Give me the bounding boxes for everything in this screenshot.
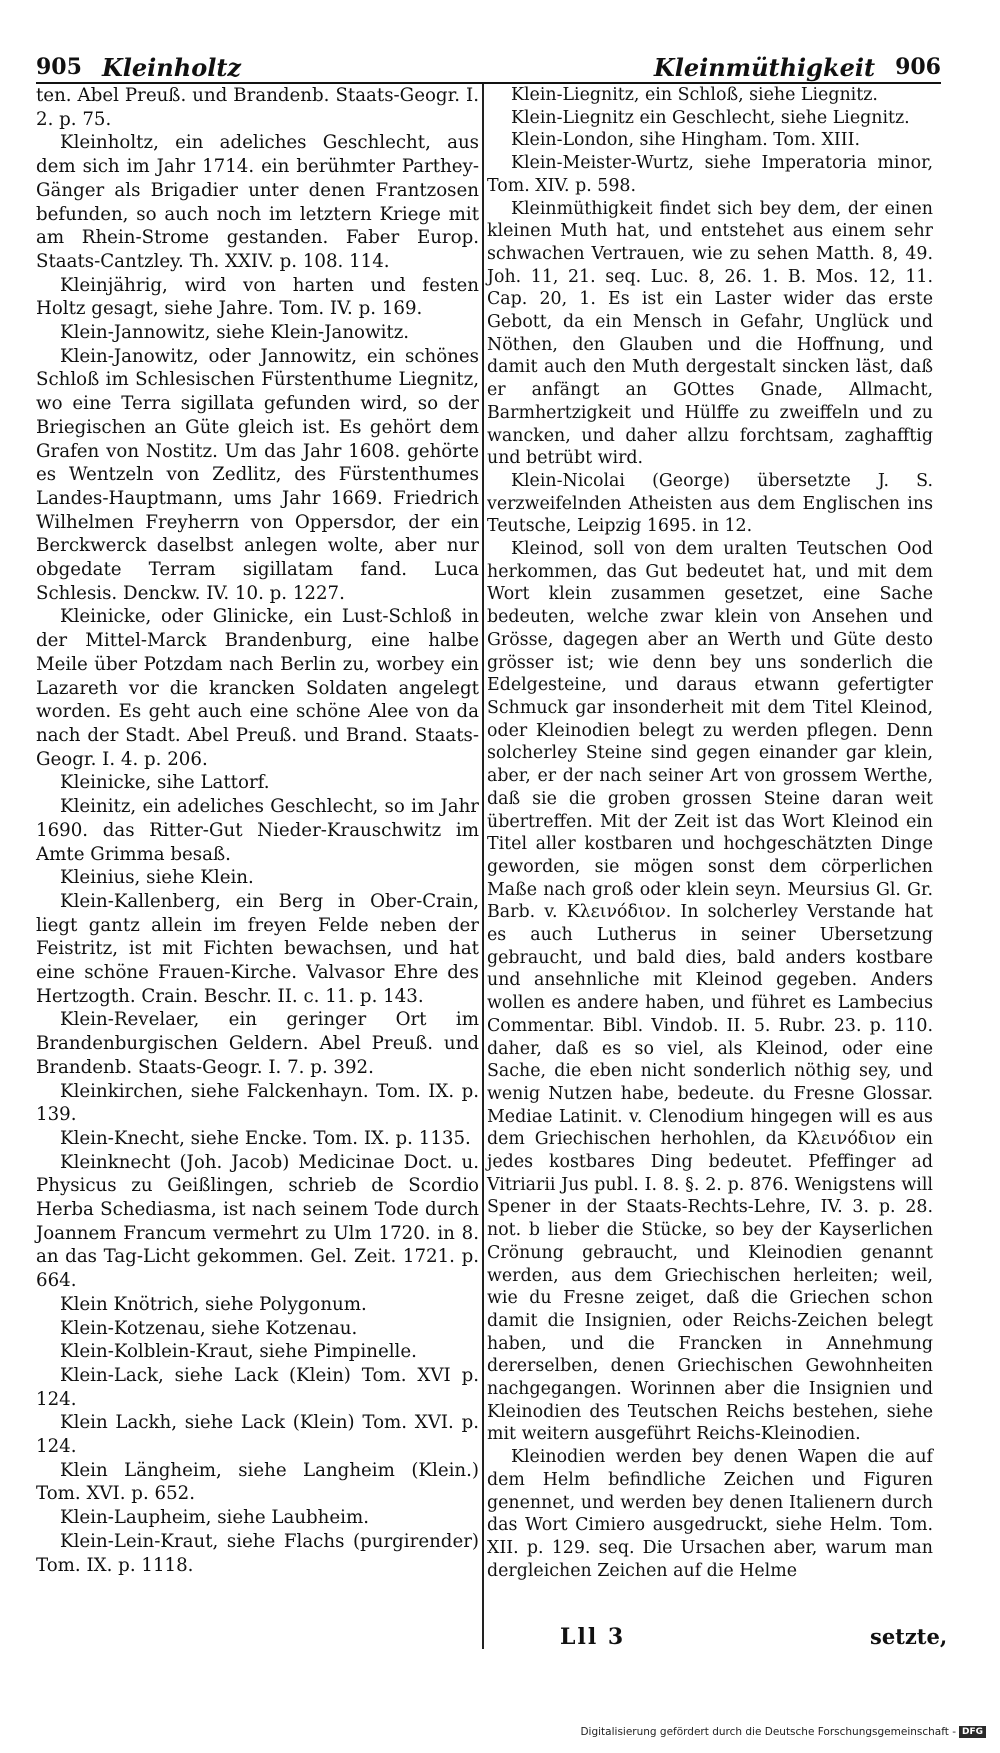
dictionary-entry: Klein-Nicolai (George) übersetzte J. S. verzweifelnden Atheisten aus dem Englischen ins Teutsche, Leipzig 1695. in 12.: [487, 470, 933, 537]
dictionary-entry: Klein-Liegnitz, ein Schloß, siehe Liegnitz.: [511, 85, 878, 105]
dictionary-entry: Kleinkirchen, siehe Falckenhayn. Tom. IX. p. 139.: [36, 1080, 479, 1126]
dfg-logo: DFG: [959, 1726, 986, 1738]
dictionary-entry: Kleinholtz, ein adeliches Geschlecht, aus dem sich im Jahr 1714. ein berühmter Parthey-Gänger als Brigadier unter denen Frantzosen befunden, so auch noch im letztern Kriege mit am Rhein-Strome gestanden. Faber Europ. Staats-Cantzley. Th. XXIV. p. 108. 114.: [36, 132, 479, 272]
dictionary-entry: Klein-Meister-Wurtz, siehe Imperatoria minor, Tom. XIV. p. 598.: [487, 153, 933, 196]
dictionary-entry: Klein-Lein-Kraut, siehe Flachs (purgirender) Tom. IX. p. 1118.: [36, 1530, 479, 1576]
running-header: [36, 52, 941, 84]
dictionary-entry: Klein Knötrich, siehe Polygonum.: [60, 1293, 367, 1315]
dictionary-entry: Klein-London, sihe Hingham. Tom. XIII.: [511, 130, 861, 151]
dictionary-entry: Klein-Jannowitz, siehe Klein-Janowitz.: [60, 322, 410, 344]
page-number-right: 906: [895, 54, 941, 80]
dictionary-entry: Klein-Revelaer, ein geringer Ort im Brandenburgischen Geldern. Abel Preuß. und Brandenb. Staats-Geogr. I. 7. p. 392.: [36, 1009, 479, 1078]
dictionary-entry: Kleinod, soll von dem uralten Teutschen Ood herkommen, das Gut bedeutet hat, und mit dem Wort klein zusammen gesetzet, eine Sache bedeuten, welche zwar klein von Ansehen und Grösse, dagegen aber an Werth und Güte desto grösser ist; wie denn bey uns sonderlich die Edelgesteine, und daraus etwann gefertigter Schmuck gar insonderheit mit dem Titel Kleinod, oder Kleinodien belegt zu werden pflegen. Denn solcherley Steine sind gegen einander gar klein, aber, er der nach seiner Art von grossem Werthe, daß sie die groben grossen Steine daran weit übertreffen. Mit der Zeit ist das Wort Kleinod ein Titel aller kostbaren und hochgeschätzten Dinge geworden, sie mögen sonst dem cörperlichen Maße nach groß oder klein seyn. Meursius Gl. Gr. Barb. v. Κλεινόδιον. In solcherley Verstande hat es auch Lutherus in seiner Ubersetzung gebraucht, und bald dies, bald anders kostbare und ansehnliche mit Kleinod gegeben. Anders wollen es andere haben, und führet es Lambecius Commentar. Bibl. Vindob. II. 5. Rubr. 23. p. 110. daher, daß es so viel, als Kleinod, oder eine Sache, die eben nicht sonderlich nöthig sey, und wenig Nutzen habe, bedeute. du Fresne Glossar. Mediae Latinit. v. Clenodium hingegen will es aus dem Griechischen herhohlen, da Κλεινόδιον ein jedes kostbares Ding bedeutet. Pfeffinger ad Vitriarii Jus publ. I. 8. §. 2. p. 876. Wenigstens will Spener in der Staats-Rechts-Lehre, IV. 3. p. 28. not. b lieber die Stücke, so bey der Kayserlichen Crönung gebraucht, und Kleinodien genannt werden, aus dem Griechischen herleiten; weil, wie du Fresne zeiget, daß die Griechen schon damit die Insignien, oder Reichs-Zeichen belegt haben, und die Francken in Annehmung dererselben, denen Griechischen Gewohnheiten nachgegangen. Worinnen aber die Insignien und Kleinodien des Teutschen Reichs bestehen, siehe mit weitern ausgeführt Reichs-Kleinodien.: [487, 539, 933, 1445]
dictionary-entry: Klein Lackh, siehe Lack (Klein) Tom. XVI. p. 124.: [36, 1412, 479, 1458]
header-keyword-left: Kleinholtz: [101, 52, 242, 82]
dictionary-entry: Kleinodien werden bey denen Wapen die auf dem Helm befindliche Zeichen und Figuren genennet, und werden bey denen Italienern durch das Wort Cimiero ausgedruckt, siehe Helm. Tom. XII. p. 129. seq. Die Ursachen aber, warum man dergleichen Zeichen auf die Helme: [487, 1447, 933, 1581]
dictionary-entry: Klein Längheim, siehe Langheim (Klein.) Tom. XVI. p. 652.: [36, 1459, 479, 1505]
dictionary-entry: Kleinjährig, wird von harten und festen Holtz gesagt, siehe Jahre. Tom. IV. p. 169.: [36, 274, 479, 320]
dictionary-entry: Klein-Janowitz, oder Jannowitz, ein schönes Schloß im Schlesischen Fürstenthume Liegnitz, wo eine Terra sigillata gefunden wird, so der Briegischen an Güte gleich ist. Es gehört dem Grafen von Nostitz. Um das Jahr 1608. gehörte es Wentzeln von Zedlitz, des Fürstenthumes Landes-Hauptmann, ums Jahr 1669. Friedrich Wilhelmen Freyherrn von Oppersdor, der ein Berckwerck daselbst anlegen wolte, aber nur obgedate Terram sigillatam fand. Luca Schlesis. Denckw. IV. 10. p. 1227.: [36, 345, 479, 604]
column-divider: [482, 84, 484, 1649]
left-column: [36, 84, 479, 1577]
signature-mark: Lll 3: [560, 1624, 626, 1650]
dictionary-entry: Klein-Kolblein-Kraut, siehe Pimpinelle.: [60, 1341, 417, 1363]
dictionary-entry: Kleinicke, oder Glinicke, ein Lust-Schloß in der Mittel-Marck Brandenburg, eine halbe Meile über Potzdam nach Berlin zu, worbey ein Lazareth vor die krancken Soldaten angelegt worden. Es geht auch eine schöne Alee von da nach der Stadt. Abel Preuß. und Brand. Staats-Geogr. I. 4. p. 206.: [36, 606, 479, 770]
right-column: [487, 84, 933, 1582]
dictionary-entry: Kleinmüthigkeit findet sich bey dem, der einen kleinen Muth hat, und entstehet aus einem sehr schwachen Vertrauen, wie zu sehen Matth. 8, 49. Joh. 11, 21. seq. Luc. 8, 26. 1. B. Mos. 12, 11. Cap. 20, 1. Es ist ein Laster wider das erste Gebott, da ein Mensch in Gefahr, Unglück und Nöthen, den Glauben und die Hoffnung, und damit auch den Muth dergestalt sincken läst, daß er anfängt an GOttes Gnade, Allmacht, Barmhertzigkeit und Hülffe zu zweiffeln und zu wancken, und daher allzu forchtsam, zaghafftig und betrübt wird.: [487, 198, 933, 469]
dictionary-entry: Klein-Knecht, siehe Encke. Tom. IX. p. 1135.: [60, 1127, 471, 1149]
digitization-footer: [580, 1726, 986, 1738]
dictionary-entry: Klein-Laupheim, siehe Laubheim.: [60, 1507, 369, 1529]
dictionary-entry: ten. Abel Preuß. und Brandenb. Staats-Geogr. I. 2. p. 75.: [36, 85, 479, 130]
dictionary-entry: Klein-Liegnitz ein Geschlecht, siehe Liegnitz.: [511, 107, 910, 128]
header-keyword-right: Kleinmüthigkeit: [653, 52, 876, 82]
dictionary-entry: Klein-Kotzenau, siehe Kotzenau.: [60, 1317, 358, 1339]
dictionary-entry: Kleinicke, sihe Lattorf.: [60, 772, 270, 794]
catchword: setzte,: [870, 1624, 948, 1649]
dictionary-entry: Klein-Kallenberg, ein Berg in Ober-Crain, liegt gantz allein im freyen Felde neben der Feistritz, ist mit Fichten bewachsen, und hat eine schöne Frauen-Kirche. Valvasor Ehre des Hertzogth. Crain. Beschr. II. c. 11. p. 143.: [36, 890, 479, 1007]
dictionary-entry: Kleinknecht (Joh. Jacob) Medicinae Doct. u. Physicus zu Geißlingen, schrieb de Scordio Herba Schediasma, ist nach seinem Tode durch Joannem Francum vermehrt zu Ulm 1720. in 8. an das Tag-Licht gekommen. Gel. Zeit. 1721. p. 664.: [36, 1151, 479, 1292]
dictionary-entry: Klein-Lack, siehe Lack (Klein) Tom. XVI p. 124.: [36, 1364, 479, 1410]
footer-credit: Digitalisierung gefördert durch die Deutsche Forschungsgemeinschaft -: [580, 1726, 956, 1738]
dictionary-entry: Kleinius, siehe Klein.: [60, 867, 254, 889]
dictionary-entry: Kleinitz, ein adeliches Geschlecht, so im Jahr 1690. das Ritter-Gut Nieder-Krauschwitz im Amte Grimma besaß.: [36, 796, 479, 865]
page-number-left: 905: [36, 54, 82, 80]
